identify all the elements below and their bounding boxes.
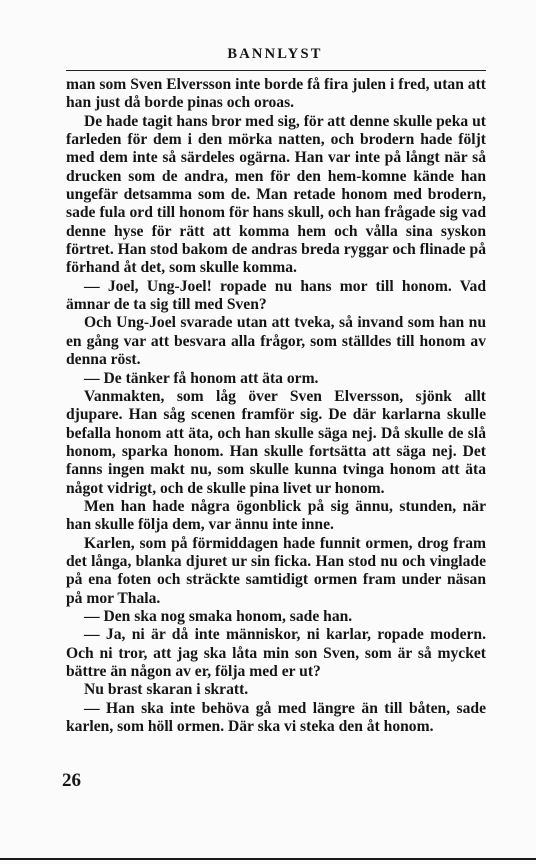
bottom-border — [0, 858, 536, 860]
paragraph: — Den ska nog smaka honom, sade han. — [84, 607, 353, 625]
paragraph: De hade tagit hans bror med sig, för att denne skulle peka ut farleden för dem i den mörka natten, och brodern hade följt med dem inte så särdeles ogärna. Han var inte på långt när så drucken som de andra, men för den hem-komne kände han ungefär detsamma som de. Man retade honom med brodern, sade fula ord till honom för hans skull, och han frågade sig vad denne hyse för rätt att komma hem och vålla sina syskon förtret. Han stod bakom de andras breda ryggar och flinade på förhand åt det, som skulle komma. — [66, 112, 486, 277]
paragraph: Och Ung-Joel svarade utan att tveka, så invand som han nu en gång var att besvara alla frågor, som ställdes till honom av denna röst. — [66, 314, 486, 369]
paragraph: man som Sven Elversson inte borde få fira julen i fred, utan att han just då borde pinas och oroas. — [66, 76, 486, 112]
paragraph: Nu brast skaran i skratt. — [84, 681, 249, 699]
page-number: 26 — [62, 770, 81, 791]
paragraph: — Han ska inte behöva gå med längre än till båten, sade karlen, som höll ormen. Där ska vi steka den åt honom. — [66, 699, 486, 736]
paragraph: Vanmakten, som låg över Sven Elversson, sjönk allt djupare. Han såg scenen framför sig. De där karlarna skulle befalla honom att äta, och han skulle säga nej. Då skulle de slå honom, sparka honom. Han skulle fortsätta att säga nej. Det fanns ingen makt nu, som skulle kunna tvinga honom att äta något vidrigt, och de skulle pina livet ur honom. — [66, 387, 486, 497]
paragraph: — Ja, ni är då inte människor, ni karlar, ropade modern. Och ni tror, att jag ska låta min son Sven, som är så mycket bättre än någon av er, följa med er ut? — [66, 626, 486, 680]
paragraph: Men han hade några ögonblick på sig ännu, stunden, när han skulle följa dem, var ännu inte inne. — [66, 497, 486, 534]
paragraph: — Joel, Ung-Joel! ropade nu hans mor till honom. Vad ämnar de ta sig till med Sven? — [66, 277, 486, 314]
header-rule — [66, 70, 486, 71]
running-head: BANNLYST — [227, 46, 323, 62]
paragraph: — De tänker få honom att äta orm. — [84, 369, 319, 387]
body-text — [66, 76, 486, 736]
paragraph: Karlen, som på förmiddagen hade funnit ormen, drog fram det långa, blanka djuret ur sin ficka. Han stod nu och vinglade på ena foten och sträckte samtidigt ormen fram under näsan på mor Thala. — [66, 534, 486, 607]
